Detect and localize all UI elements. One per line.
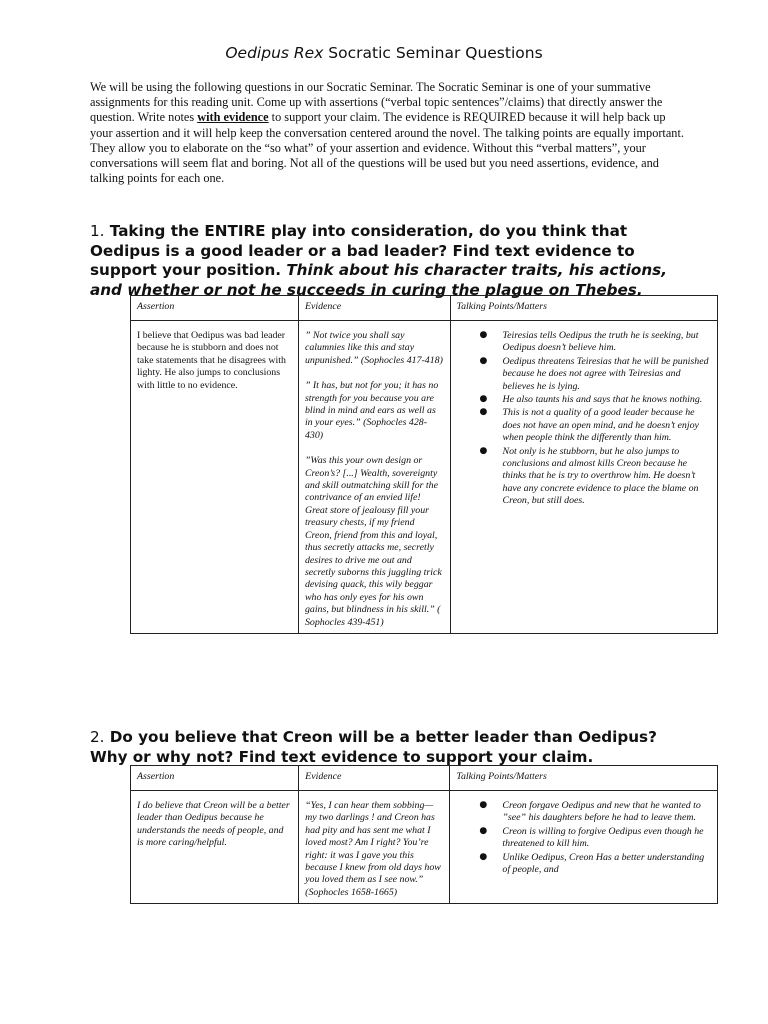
question-1: [90, 222, 690, 300]
intro-evidence-emphasis: with evidence: [197, 110, 269, 125]
header-talking-points: Talking Points/Matters: [450, 766, 718, 791]
intro-paragraph: [90, 80, 690, 186]
question-1-number: 1.: [90, 222, 105, 240]
evidence-quote: ” Not twice you shall say calumnies like this and stay unpunished.” (Sophocles 417-418): [304, 330, 443, 366]
question-2-text: Do you believe that Creon will be a better leader than Oedipus? Why or why not? Find text evidence to support your claim.: [90, 728, 657, 766]
header-assertion: Assertion: [131, 766, 299, 791]
talking-points-list: [456, 800, 711, 876]
assertion-cell: [131, 321, 299, 634]
table-row: [131, 321, 718, 634]
talking-point: ● Unlike Oedipus, Creon Has a better understanding of people, and: [502, 852, 711, 877]
talking-point: ● He also taunts his and says that he knows nothing.: [503, 394, 711, 406]
talking-point: ● This is not a quality of a good leader because he does not have an open mind, and he doesn’t enjoy when people think the differently than him.: [503, 407, 711, 444]
question-2-table: [130, 765, 718, 904]
question-1-emphasis: Think about his character traits, his actions, and whether or not he succeeds in curing the plague on Thebes.: [90, 261, 667, 299]
title-play-name: Oedipus Rex: [225, 44, 324, 62]
header-talking-points: Talking Points/Matters: [450, 296, 717, 321]
title-rest: Socratic Seminar Questions: [323, 44, 543, 62]
intro-text-after: to support your claim. The evidence is REQUIRED because it will help back up your assertion and it will help keep the conversation centered around the novel. The talking points are equally important. They allow you to elaborate on the “so what” of your assertion and evidence. Without this “verbal matters”, your conversations will seem flat and boring. Not all of the questions will be used but you need assertions, evidence, and talking points for each one.: [90, 110, 684, 186]
talking-point: ● Not only is he stubborn, but he also jumps to conclusions and almost kills Creon because he thinks that he is try to overthrow him. He doesn’t have any concrete evidence to place the blame on Creon, but still does.: [503, 446, 711, 508]
evidence-quote: ” It has, but not for you; it has no strength for you because you are blind in mind and ears as well as in your eyes.” (Sophocles 428-430): [304, 380, 439, 441]
header-evidence: Evidence: [299, 766, 450, 791]
evidence-cell: [299, 791, 450, 904]
question-1-table: [130, 295, 718, 634]
question-1-text: Taking the ENTIRE play into consideration, do you think that Oedipus is a good leader or a bad leader? Find text evidence to support your position.: [90, 222, 635, 279]
talking-points-cell: [450, 791, 718, 904]
talking-point: ● Teiresias tells Oedipus the truth he is seeking, but Oedipus doesn’t believe him.: [503, 330, 711, 355]
assertion-text: I believe that Oedipus was bad leader because he is stubborn and does not take statements that he disagrees with lighty. He also jumps to conclusions with little to no evidence.: [137, 330, 286, 391]
talking-point: ● Creon forgave Oedipus and new that he wanted to ”see” his daughters before he had to leave them.: [502, 800, 711, 825]
header-evidence: Evidence: [298, 296, 450, 321]
talking-points-cell: [450, 321, 717, 634]
table-row: [131, 791, 718, 904]
page-title: [0, 44, 768, 62]
talking-point: ● Creon is willing to forgive Oedipus even though he threatened to kill him.: [502, 826, 711, 851]
talking-point: ● Oedipus threatens Teiresias that he will be punished because he does not agree with Teiresias and believes he is lying.: [503, 356, 711, 393]
evidence-quote: “Yes, I can hear them sobbing—my two darlings ! and Creon has had pity and has sent me what I loved most? Am I right? You’re right: it was I gave you this because I knew from old days how you loved them as I see now.” (Sophocles 1658-1665): [305, 800, 441, 898]
evidence-quote: ”Was this your own design or Creon’s? [...] Wealth, sovereignty and skill outmatching skill for the contrivance of an envied life! Great store of jealousy fill your treasury chests, if my friend Creon, friend from this and loyal, thus secretly attacks me, secretly desires to drive me out and secretly suborns this juggling trick devising quack, this wily beggar who has only eyes for his own gains, but blindness in his skill.” ( Sophocles 439-451): [304, 455, 442, 628]
assertion-text: I do believe that Creon will be a better leader than Oedipus because he understands the needs of people, and is more caring/helpful.: [137, 800, 290, 849]
intro-text-before: We will be using the following questions in our Socratic Seminar. The Socratic Seminar is one of your summative assignments for this reading unit. Come up with assertions (“verbal topic sentences”/claims) that directly answer the question. Write notes: [90, 80, 663, 125]
table-header-row: [131, 296, 718, 321]
table-header-row: [131, 766, 718, 791]
assertion-cell: [131, 791, 299, 904]
header-assertion: Assertion: [131, 296, 299, 321]
question-2-number: 2.: [90, 728, 105, 746]
evidence-cell: [298, 321, 450, 634]
question-2: [90, 728, 690, 767]
talking-points-list: [457, 330, 711, 508]
